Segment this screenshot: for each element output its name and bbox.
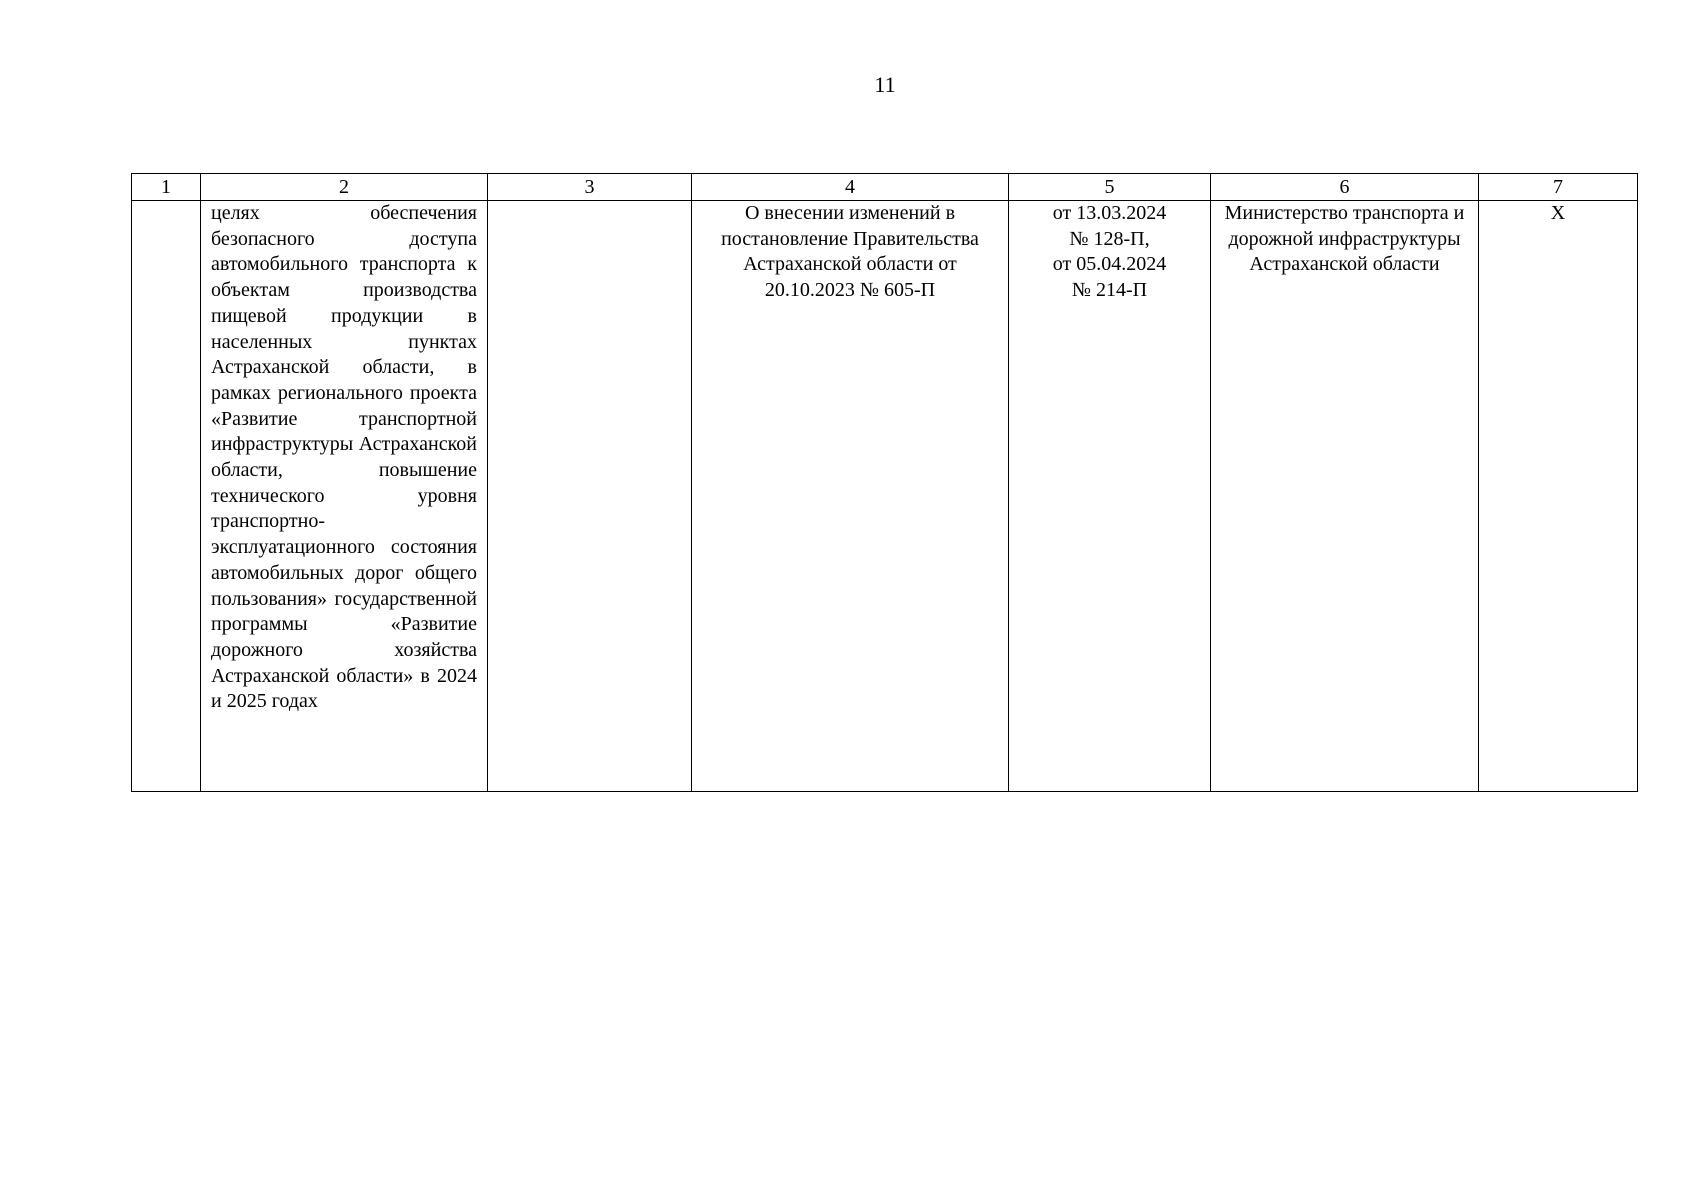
column-header-1: 1 (132, 174, 201, 201)
date-line-2: от 05.04.2024 (1052, 253, 1167, 276)
column-header-3: 3 (488, 174, 692, 201)
cell-col3 (488, 201, 692, 792)
number-line-2: № 214-П (1071, 279, 1148, 302)
cell-dates (1009, 201, 1211, 792)
header-row (132, 174, 1638, 201)
table-row (132, 201, 1638, 792)
cell-number (132, 201, 201, 792)
document-table (131, 173, 1638, 792)
cell-mark: Х (1479, 201, 1638, 792)
column-header-6: 6 (1211, 174, 1479, 201)
column-header-7: 7 (1479, 174, 1638, 201)
date-line-1: от 13.03.2024 (1052, 202, 1167, 224)
number-line-1: № 128-П, (1069, 227, 1150, 250)
cell-description: целях обеспечения безопасного доступа автомобильного транспорта к объектам производства пищевой продукции в населенных пунктах Астраханской области, в рамках регионального проекта «Развитие транспортной инфраструктуры Астраханской области, повышение технического уровня транспортно-эксплуатационного состояния автомобильных дорог общего пользования» государственной программы «Развитие дорожного хозяйства Астраханской области» в 2024 и 2025 годах (201, 201, 488, 792)
column-header-4: 4 (692, 174, 1009, 201)
column-header-5: 5 (1009, 174, 1211, 201)
cell-responsible: Министерство транспорта и дорожной инфраструктуры Астраханской области (1211, 201, 1479, 792)
column-header-2: 2 (201, 174, 488, 201)
page-number: 11 (874, 72, 896, 97)
cell-document-title: О внесении изменений в постановление Правительства Астраханской области от 20.10.2023 № 605-П (692, 201, 1009, 792)
